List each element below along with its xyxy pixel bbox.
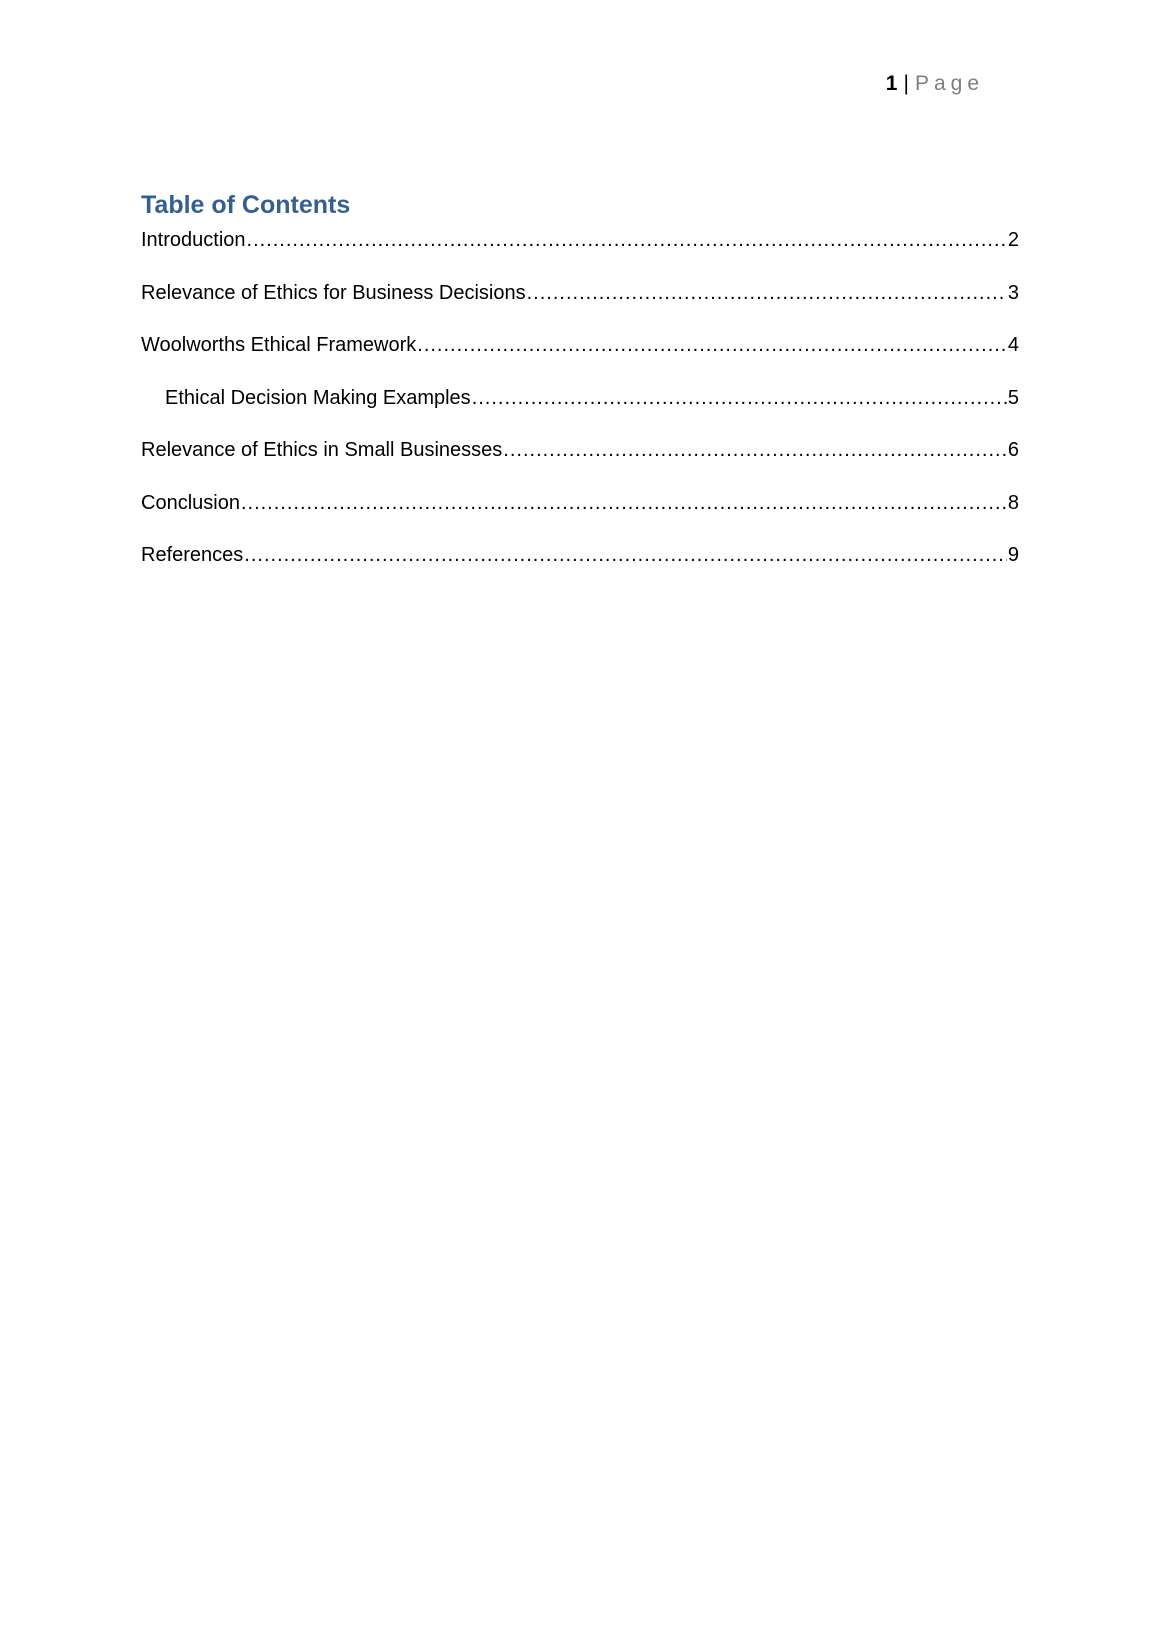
toc-entry-references[interactable] (141, 541, 1019, 594)
page-number: 1 (885, 72, 898, 95)
page-word: Page (914, 72, 984, 95)
page-header (886, 70, 984, 98)
toc-entry-decision-making-examples[interactable] (141, 384, 1019, 437)
toc-entry-relevance-business-decisions[interactable] (141, 279, 1019, 332)
toc-entry-page: 9 (1007, 544, 1019, 566)
toc-dot-leader (527, 279, 1007, 307)
toc-entry-page: 4 (1007, 334, 1019, 356)
toc-entry-page: 8 (1007, 491, 1019, 514)
toc-entry-conclusion[interactable] (141, 489, 1019, 542)
toc-entry-page: 3 (1007, 281, 1019, 304)
toc-entry-label: Relevance of Ethics in Small Businesses (141, 439, 503, 461)
toc-list (141, 226, 1019, 594)
toc-dot-leader (503, 436, 1007, 464)
toc-entry-label: Introduction (141, 229, 246, 251)
toc-dot-leader (241, 489, 1007, 517)
toc-entry-small-businesses[interactable] (141, 436, 1019, 489)
toc-entry-introduction[interactable] (141, 226, 1019, 279)
toc-entry-page: 2 (1007, 229, 1019, 251)
toc-entry-page: 5 (1007, 386, 1019, 409)
toc-dot-leader (472, 384, 1007, 412)
toc-entry-label: Woolworths Ethical Framework (141, 334, 417, 356)
toc-entry-label: Conclusion (141, 491, 240, 514)
toc-dot-leader (417, 331, 1007, 359)
toc-entry-page: 6 (1007, 439, 1019, 461)
toc-entry-label: Relevance of Ethics for Business Decisions (141, 281, 526, 304)
toc-dot-leader (244, 541, 1007, 569)
toc-dot-leader (247, 226, 1007, 254)
toc-title: Table of Contents (141, 191, 351, 219)
toc-entry-woolworths-framework[interactable] (141, 331, 1019, 384)
header-separator: | (903, 72, 909, 95)
toc-entry-label: Ethical Decision Making Examples (165, 386, 471, 409)
toc-entry-label: References (141, 544, 244, 566)
